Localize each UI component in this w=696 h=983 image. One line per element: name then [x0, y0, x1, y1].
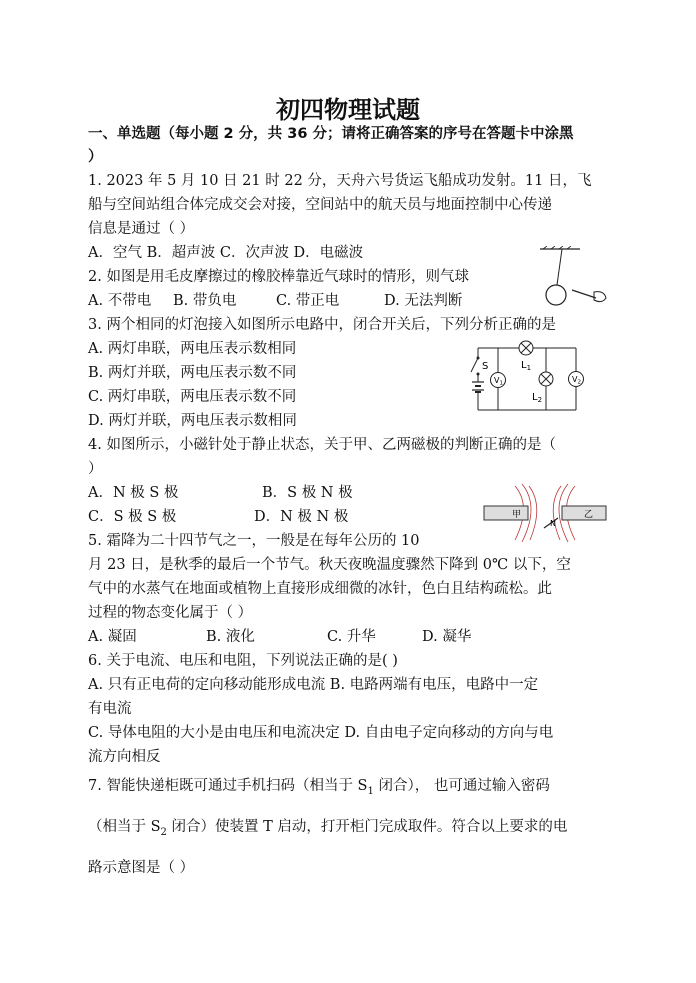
- q1-line-3: 信息是通过（ ）: [88, 221, 195, 237]
- q2-option-a: A. 不带电: [88, 293, 152, 309]
- v2-label: V2: [572, 375, 581, 386]
- q5-line-1: 5. 霜降为二十四节气之一，一般是在每年公历的 10: [88, 533, 420, 549]
- balloon-rod-figure: [540, 246, 610, 308]
- q3-option-b: B. 两灯并联，两电压表示数不同: [88, 365, 297, 381]
- q4-option-b: B．S 极 N 极: [262, 485, 353, 501]
- q3-stem: 3. 两个相同的灯泡接入如图所示电路中，闭合开关后，下列分析正确的是: [88, 317, 556, 333]
- magnet-right-label: 乙: [584, 510, 594, 520]
- q5-line-2: 月 23 日，是秋季的最后一个节气。秋天夜晚温度骤然下降到 0℃ 以下，空: [88, 557, 571, 573]
- q5-option-d: D. 凝华: [422, 629, 472, 645]
- q3-option-a: A. 两灯串联，两电压表示数相同: [88, 341, 297, 357]
- q5-option-b: B. 液化: [206, 629, 255, 645]
- circuit-figure: [460, 340, 592, 416]
- q7-line-1: 7. 智能快递柜既可通过手机扫码（相当于 $S_1$ 闭合）， 也可通过输入密码: [88, 778, 550, 797]
- q3-option-d: D. 两灯并联，两电压表示数相同: [88, 413, 297, 429]
- q6-line-4: C. 导体电阻的大小是由电压和电流决定 D. 自由电子定向移动的方向与电: [88, 725, 554, 741]
- q6-line-3: 有电流: [88, 701, 132, 717]
- needle-label: N: [550, 519, 556, 528]
- q2-option-c: C. 带正电: [276, 293, 340, 309]
- page-title: 初四物理试题: [276, 96, 420, 124]
- q6-line-5: 流方向相反: [88, 749, 161, 765]
- q4-option-d: D．N 极 N 极: [254, 509, 349, 525]
- q5-line-4: 过程的物态变化属于（ ）: [88, 605, 253, 621]
- section-heading: 一、单选题（每小题 2 分，共 36 分；请将正确答案的序号在答题卡中涂黑: [88, 126, 574, 142]
- q4-option-a: A．N 极 S 极: [88, 485, 179, 501]
- q7-line-3: 路示意图是（ ）: [88, 860, 195, 876]
- v1-label: V1: [494, 376, 503, 387]
- q1-line-2: 船与空间站组合体完成交会对接，空间站中的航天员与地面控制中心传递: [88, 197, 552, 213]
- q2-option-b: B. 带负电: [173, 293, 237, 309]
- section-heading-cont: ）: [88, 149, 103, 165]
- q5-line-3: 气中的水蒸气在地面或植物上直接形成细微的冰针，色白且结构疏松。此: [88, 581, 552, 597]
- magnet-left-label: 甲: [512, 510, 522, 520]
- q1-options: A．空气 B．超声波 C．次声波 D．电磁波: [88, 245, 364, 261]
- lamp2-label: $L_2$: [532, 392, 543, 404]
- q4-line-1: 4. 如图所示，小磁针处于静止状态，关于甲、乙两磁极的判断正确的是（: [88, 437, 556, 453]
- q7-line-2: （相当于 $S_2$ 闭合）使装置 T 启动，打开柜门完成取件。符合以上要求的电: [88, 819, 568, 838]
- q2-option-d: D. 无法判断: [384, 293, 463, 309]
- q4-line-2: ）: [88, 461, 103, 477]
- q6-line-2: A. 只有正电荷的定向移动能形成电流 B. 电路两端有电压，电路中一定: [88, 677, 539, 693]
- q6-stem: 6. 关于电流、电压和电阻，下列说法正确的是( ): [88, 653, 398, 669]
- q5-option-a: A. 凝固: [88, 629, 137, 645]
- switch-label: S: [482, 361, 489, 372]
- q5-option-c: C. 升华: [327, 629, 376, 645]
- q4-option-c: C．S 极 S 极: [88, 509, 177, 525]
- q2-stem: 2. 如图是用毛皮摩擦过的橡胶棒靠近气球时的情形，则气球: [88, 269, 469, 285]
- magnet-figure: [482, 482, 608, 544]
- q3-option-c: C. 两灯串联，两电压表示数不同: [88, 389, 297, 405]
- lamp1-label: $L_1$: [521, 360, 532, 372]
- q1-line-1: 1. 2023 年 5 月 10 日 21 时 22 分，天舟六号货运飞船成功发射。11 日，飞: [88, 173, 592, 189]
